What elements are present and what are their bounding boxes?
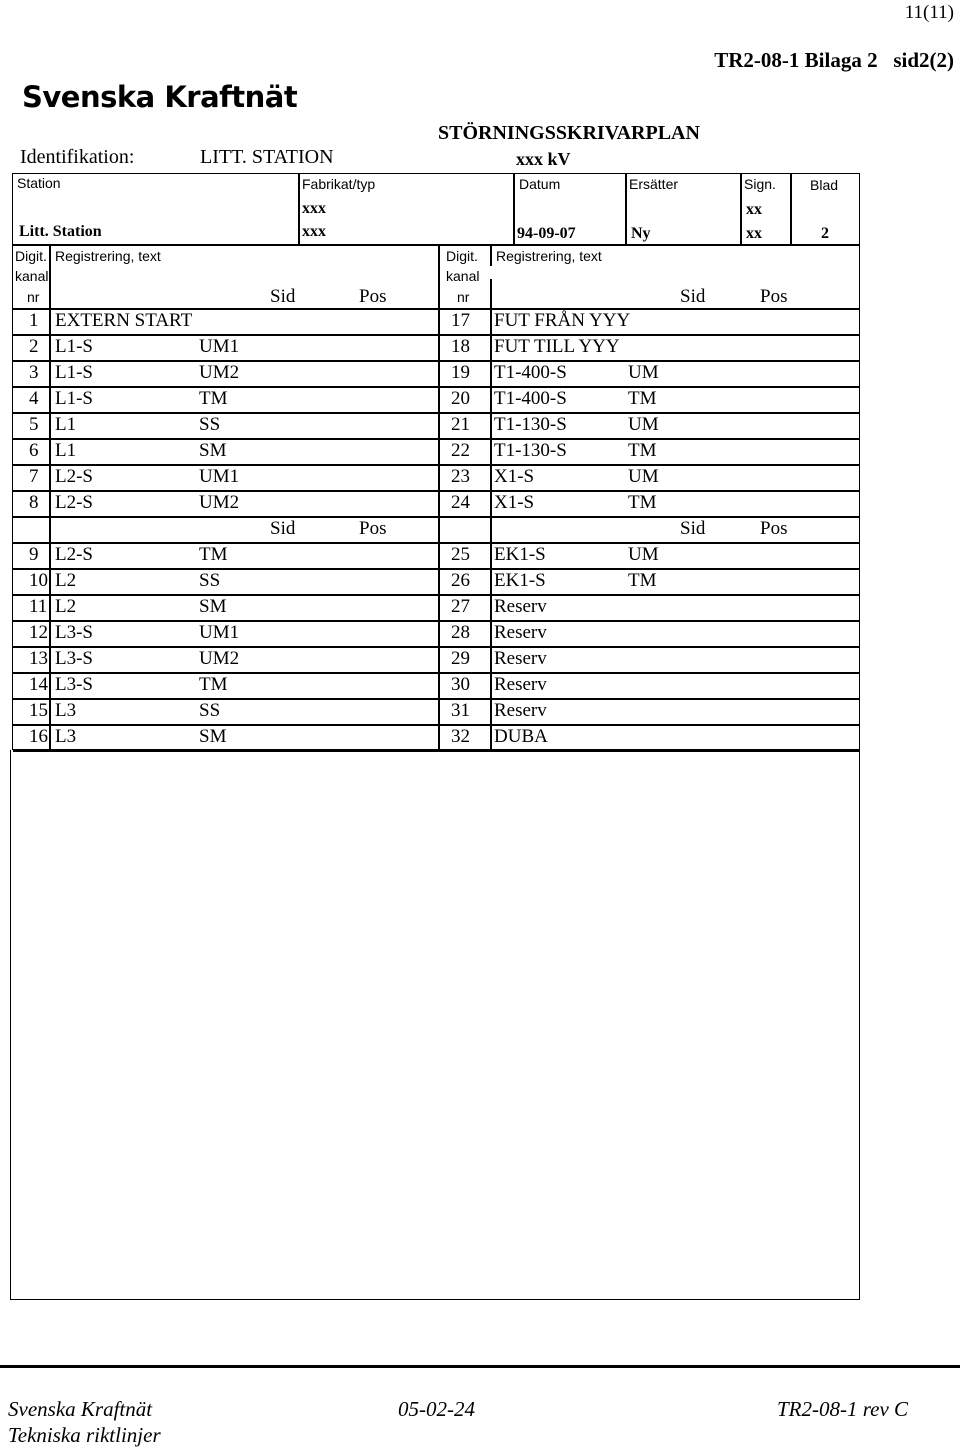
channel-side: UM2 xyxy=(199,362,240,383)
channel-number: 25 xyxy=(451,544,470,565)
document-reference: TR2-08-1 Bilaga 2 sid2(2) xyxy=(714,48,954,72)
channel-number: 13 xyxy=(29,648,48,669)
footer-subtitle: Tekniska riktlinjer xyxy=(8,1423,161,1447)
datum-label: Datum xyxy=(519,176,561,192)
channel-side: UM1 xyxy=(199,336,240,357)
channel-signal: T1-130-S xyxy=(494,440,567,461)
channel-number: 14 xyxy=(29,674,48,695)
channel-side: UM2 xyxy=(199,492,240,513)
channel-number: 3 xyxy=(29,362,39,383)
row-divider xyxy=(13,386,859,388)
channel-signal: L3-S xyxy=(55,648,93,669)
channel-signal: L3-S xyxy=(55,674,93,695)
channel-signal: DUBA xyxy=(494,726,548,747)
fabrikat-value-2: xxx xyxy=(302,223,326,240)
col-sid-right: Sid xyxy=(680,286,706,307)
channel-side: TM xyxy=(628,388,657,409)
row-divider xyxy=(13,568,859,570)
row-divider xyxy=(13,672,859,674)
channel-number: 28 xyxy=(451,622,470,643)
channel-side: TM xyxy=(628,492,657,513)
col-pos-left-2: Pos xyxy=(359,518,387,539)
channel-side: UM xyxy=(628,414,659,435)
channel-side: UM xyxy=(628,466,659,487)
channel-number: 10 xyxy=(29,570,48,591)
plan-title: STÖRNINGSSKRIVARPLAN xyxy=(438,122,700,144)
sign-label: Sign. xyxy=(744,176,776,192)
channel-signal: Reserv xyxy=(494,700,547,721)
channel-number: 26 xyxy=(451,570,470,591)
channel-signal: L1-S xyxy=(55,388,93,409)
channel-side: UM1 xyxy=(199,466,240,487)
channel-number: 9 xyxy=(29,544,39,565)
channel-number: 17 xyxy=(451,310,470,331)
channel-side: TM xyxy=(199,388,228,409)
channel-signal: FUT TILL YYY xyxy=(494,336,620,357)
header-box xyxy=(12,173,860,245)
col-registrering-right: Registrering, text xyxy=(496,248,602,264)
sign-value-2: xx xyxy=(746,225,762,242)
channel-signal: L3 xyxy=(55,700,77,721)
blad-label: Blad xyxy=(810,177,839,193)
datum-value: 94-09-07 xyxy=(517,225,576,242)
col-pos-right-2: Pos xyxy=(760,518,788,539)
channel-signal: L3-S xyxy=(55,622,93,643)
channel-side: TM xyxy=(628,440,657,461)
channel-signal: T1-130-S xyxy=(494,414,567,435)
channel-number: 29 xyxy=(451,648,470,669)
channel-number: 6 xyxy=(29,440,39,461)
channel-signal: L1 xyxy=(55,440,77,461)
col-nr-right: nr xyxy=(457,289,470,305)
channel-number: 12 xyxy=(29,622,48,643)
channel-number: 19 xyxy=(451,362,470,383)
channel-number: 2 xyxy=(29,336,39,357)
row-divider xyxy=(13,438,859,440)
channel-side: SS xyxy=(199,414,221,435)
col-registrering-left: Registrering, text xyxy=(55,248,161,264)
page-number: 11(11) xyxy=(904,2,954,23)
row-divider xyxy=(13,542,859,544)
channel-number: 5 xyxy=(29,414,39,435)
channel-side: TM xyxy=(628,570,657,591)
channel-signal: EXTERN START xyxy=(55,310,193,331)
channel-number: 23 xyxy=(451,466,470,487)
col-digit-left: Digit. xyxy=(15,248,47,264)
channel-side: SM xyxy=(199,726,227,747)
channel-signal: L3 xyxy=(55,726,77,747)
footer-org: Svenska Kraftnät xyxy=(8,1397,153,1421)
channel-signal: Reserv xyxy=(494,596,547,617)
col-kanal-right: kanal xyxy=(446,268,480,284)
channel-signal: X1-S xyxy=(494,466,535,487)
company-logo: Svenska Kraftnät xyxy=(22,80,298,114)
fabrikat-label: Fabrikat/typ xyxy=(302,176,376,192)
station-value: Litt. Station xyxy=(19,223,102,240)
empty-area xyxy=(10,750,860,1300)
footer-divider xyxy=(0,1365,960,1368)
channel-side: SM xyxy=(199,440,227,461)
row-divider xyxy=(13,516,859,518)
channel-side: SM xyxy=(199,596,227,617)
channel-number: 21 xyxy=(451,414,470,435)
channel-number: 31 xyxy=(451,700,470,721)
footer-date: 05-02-24 xyxy=(398,1397,475,1421)
channel-number: 20 xyxy=(451,388,470,409)
channel-signal: L1 xyxy=(55,414,77,435)
channel-table xyxy=(12,245,860,750)
row-divider xyxy=(13,464,859,466)
col-sid-left: Sid xyxy=(270,286,296,307)
row-divider xyxy=(13,620,859,622)
channel-side: TM xyxy=(199,544,228,565)
channel-signal: FUT FRÅN YYY xyxy=(494,310,631,331)
channel-signal: T1-400-S xyxy=(494,388,567,409)
voltage-level: xxx kV xyxy=(516,149,571,169)
channel-number: 22 xyxy=(451,440,470,461)
channel-number: 24 xyxy=(451,492,470,513)
row-divider xyxy=(13,724,859,726)
channel-signal: X1-S xyxy=(494,492,535,513)
col-pos-left: Pos xyxy=(359,286,387,307)
row-divider xyxy=(13,594,859,596)
channel-signal: L2-S xyxy=(55,544,93,565)
channel-side: SS xyxy=(199,570,221,591)
col-pos-right: Pos xyxy=(760,286,788,307)
col-digit-right: Digit. xyxy=(446,248,478,264)
channel-signal: L1-S xyxy=(55,362,93,383)
channel-signal: EK1-S xyxy=(494,570,546,591)
ersatter-value: Ny xyxy=(631,225,651,242)
channel-number: 18 xyxy=(451,336,470,357)
identification-value: LITT. STATION xyxy=(200,146,334,168)
channel-signal: L1-S xyxy=(55,336,93,357)
row-divider xyxy=(13,412,859,414)
channel-signal: Reserv xyxy=(494,622,547,643)
channel-signal: L2-S xyxy=(55,492,93,513)
col-sid-right-2: Sid xyxy=(680,518,706,539)
channel-signal: L2-S xyxy=(55,466,93,487)
channel-signal: L2 xyxy=(55,596,77,617)
station-label: Station xyxy=(17,175,61,191)
channel-number: 1 xyxy=(29,310,39,331)
channel-number: 11 xyxy=(29,596,48,617)
channel-side: UM2 xyxy=(199,648,240,669)
blad-value: 2 xyxy=(821,225,829,242)
row-divider xyxy=(13,490,859,492)
channel-number: 32 xyxy=(451,726,470,747)
channel-number: 7 xyxy=(29,466,39,487)
channel-signal: Reserv xyxy=(494,648,547,669)
col-nr-left: nr xyxy=(27,289,40,305)
channel-number: 4 xyxy=(29,388,39,409)
channel-signal: L2 xyxy=(55,570,77,591)
channel-side: UM xyxy=(628,544,659,565)
ersatter-label: Ersätter xyxy=(629,176,679,192)
sign-value-1: xx xyxy=(746,201,762,218)
channel-number: 30 xyxy=(451,674,470,695)
fabrikat-value-1: xxx xyxy=(302,200,326,217)
channel-side: UM xyxy=(628,362,659,383)
channel-side: SS xyxy=(199,700,221,721)
row-divider xyxy=(13,698,859,700)
channel-number: 8 xyxy=(29,492,39,513)
channel-side: TM xyxy=(199,674,228,695)
channel-number: 16 xyxy=(29,726,48,747)
channel-number: 15 xyxy=(29,700,48,721)
channel-number: 27 xyxy=(451,596,470,617)
row-divider xyxy=(13,646,859,648)
channel-signal: T1-400-S xyxy=(494,362,567,383)
col-kanal-left: kanal xyxy=(15,268,49,284)
channel-signal: EK1-S xyxy=(494,544,546,565)
footer-revision: TR2-08-1 rev C xyxy=(777,1397,909,1421)
channel-signal: Reserv xyxy=(494,674,547,695)
channel-side: UM1 xyxy=(199,622,240,643)
row-divider xyxy=(13,334,859,336)
row-divider xyxy=(13,360,859,362)
col-sid-left-2: Sid xyxy=(270,518,296,539)
identification-label: Identifikation: xyxy=(20,146,135,168)
